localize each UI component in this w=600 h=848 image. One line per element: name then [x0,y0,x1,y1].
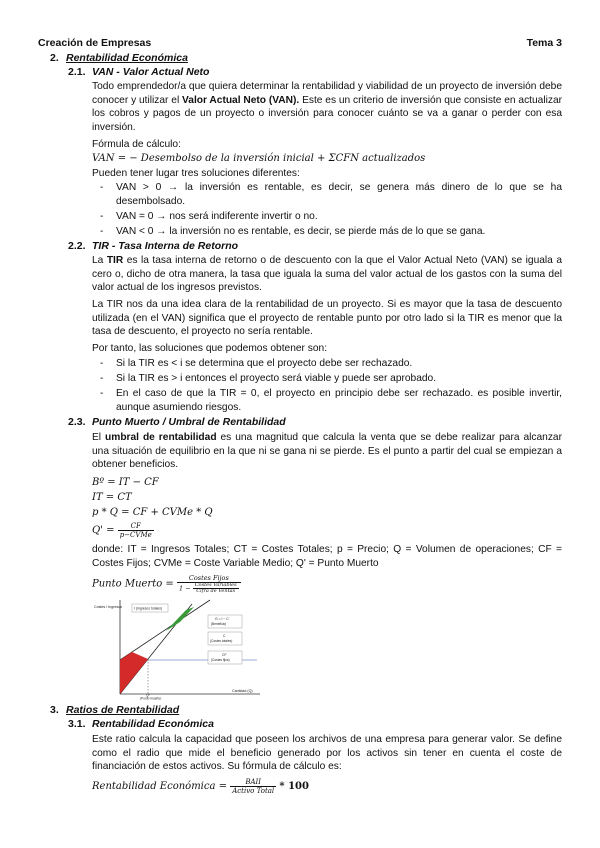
section-3-heading: 3. Ratios de Rentabilidad [50,704,180,716]
ct-label-sub: (Costes totales) [210,639,233,643]
break-even-chart [92,598,264,700]
list-item: - En el caso de que la TIR = 0, el proyecto en principio debe ser rechazado. es posible invertir, aunque asumiendo riesgos. [100,388,562,413]
formula-equilibrium: IT = CT [92,492,132,503]
income-label: I (Ingresos totales) [134,606,163,611]
gain-area [166,607,194,631]
loss-area [120,652,148,694]
list-item: - VAN < 0 → la inversión no es rentable, es decir, se pierde más de lo que se gana. [100,226,486,237]
topic-number: Tema 3 [526,37,562,49]
q-label-sub: (Punto muerto) [140,696,162,700]
list-item: - Si la TIR es > i entonces el proyecto será viable y puede ser aprobado. [100,373,437,384]
formula-rentabilidad: Rentabilidad Económica = $\frac{\text{BAII}}{\text{Activo Total}}$ * 100 [92,778,309,795]
rentabilidad-paragraph: Este ratio calcula la capacidad que poseen los archivos de una empresa para generar valor. Se define como el radio que mide el beneficio generado por los activos sin tener en cuenta el coste de financiación de estos activos. Su fórmula de cálculo es: [92,734,562,773]
gain-label-sub: (Beneficio) [211,622,227,626]
section-3-title: Ratios de Rentabilidad [66,704,180,716]
list-item: - VAN > 0 → la inversión es rentable, es decir, se genera más dinero de lo que se ha desembolsado. [100,182,562,207]
q-label: Q* [146,693,150,698]
x-axis-label: Cantidad (Q) [232,689,253,693]
solutions-intro: Pueden tener lugar tres soluciones diferentes: [92,168,300,179]
section-2-1-heading: 2.1. VAN - Valor Actual Neto [68,66,210,78]
section-3-1-title: Rentabilidad Económica [92,718,214,730]
formula-label: Fórmula de cálculo: [92,139,181,150]
formula-volume: p * Q = CF + CVMe * Q [92,507,213,518]
section-2-1-title: VAN - Valor Actual Neto [92,66,210,78]
ct-label: C [223,634,226,638]
section-2-2-title: TIR - Tasa Interna de Retorno [92,240,239,252]
formula-benefit: Bº = IT − CF [92,477,159,488]
formula-break-even-q: Q' = $\frac{CF}{\text{p−CVMe}}$ [92,522,152,539]
van-formula: VAN = − Desembolso de la inversión inicial + ΣCFN actualizados [92,153,426,164]
tir-paragraph-1: La TIR es la tasa interna de retorno o de descuento con la que el Valor Actual Neto (VAN) se iguala a cero o, dicho de otra manera, la tasa que iguala la suma del valor actual de los gastos con la suma del valor actual de los ingresos previstos. [92,255,562,294]
cf-label: CF [222,653,227,657]
section-3-1-heading: 3.1. Rentabilidad Económica [68,718,214,730]
van-paragraph: Todo emprendedor/a que quiera determinar la rentabilidad y viabilidad de un proyecto de inversión debe conocer y utilizar el Valor Actual Neto (VAN). Este es un criterio de inversión que consiste en actualizar los cobros y pagos de un proyecto o inversión para conocer cuánto se va a ganar o perder con esa inversión. [92,81,563,133]
umbral-paragraph: El umbral de rentabilidad es una magnitud que calcula la venta que se debe realizar para alcanzar una situación de equilibrio en la que ni se gana ni se pierde. Es el punto a partir del cual se empiezan a obtener beneficios. [92,432,562,471]
definitions-paragraph: donde: IT = Ingresos Totales; CT = Costes Totales; p = Precio; Q = Volumen de operaciones; CF = Costes Fijos; CVMe = Coste Variable Medio; Q' = Punto Muerto [92,544,562,569]
section-2-3-heading: 2.3. Punto Muerto / Umbral de Rentabilidad [68,416,286,428]
section-2-heading: 2. Rentabilidad Económica [50,52,188,64]
page-header [38,37,562,51]
cf-label-sub: (Costes fijos) [211,658,230,662]
section-2-2-heading: 2.2. TIR - Tasa Interna de Retorno [68,240,239,252]
section-2-title: Rentabilidad Económica [66,52,188,64]
list-item: - Si la TIR es < i se determina que el proyecto debe ser rechazado. [100,358,413,369]
tir-paragraph-2: La TIR nos da una idea clara de la rentabilidad de un proyecto. Si es mayor que la tasa de descuento utilizada (en el VAN) significa que el proyecto de rentable punto por otro lado si la TIR es menor que la tasa de descuento, el proyecto no sería rentable. [92,299,562,338]
formula-punto-muerto: Punto Muerto = Costes Fijos 1 − $\frac{\text{Costes Variables}}{\text{Cifra de Ventas}}$ [92,574,241,594]
course-title: Creación de Empresas [38,37,152,49]
list-item: - VAN = 0 → nos será indiferente invertir o no. [100,211,318,222]
tir-paragraph-3: Por tanto, las soluciones que podemos obtener son: [92,343,328,354]
section-2-3-title: Punto Muerto / Umbral de Rentabilidad [92,416,286,428]
y-axis-label: Costes / Ingresos [94,605,122,609]
gain-label: G = I − C [215,617,229,621]
